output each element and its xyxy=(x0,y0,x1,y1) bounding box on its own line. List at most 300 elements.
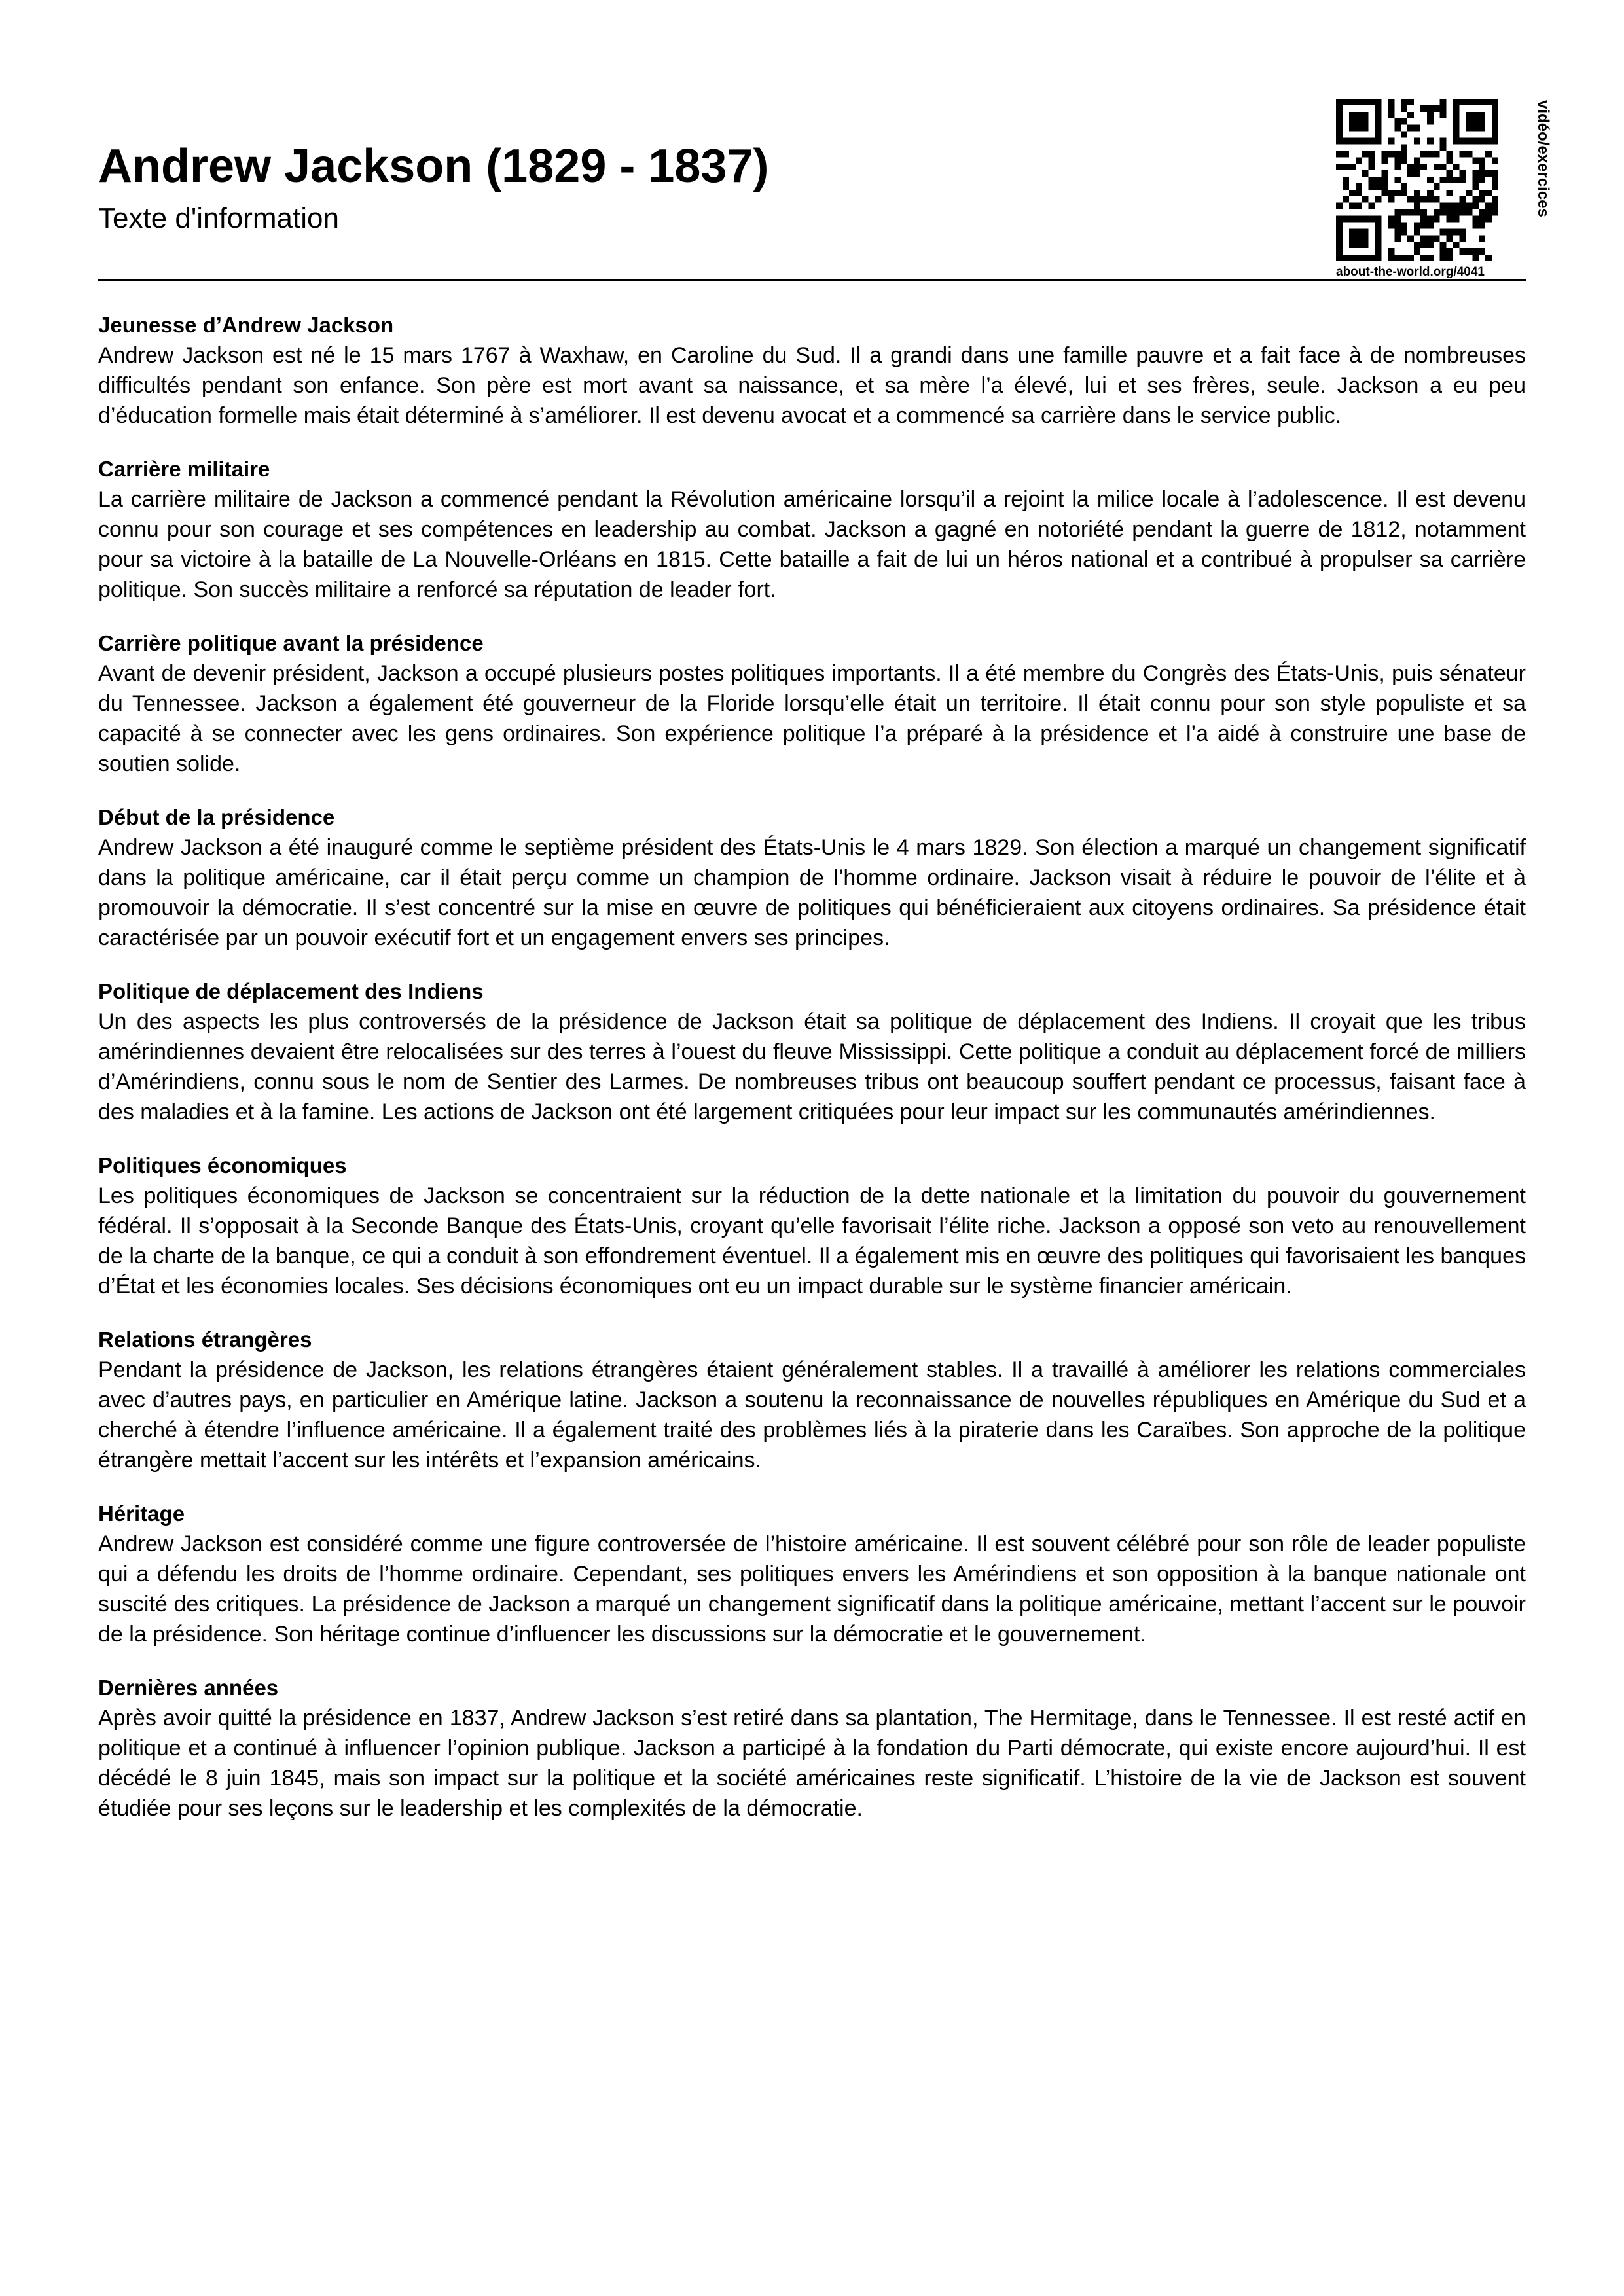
qr-module xyxy=(1459,99,1466,105)
qr-module xyxy=(1362,228,1369,235)
qr-module xyxy=(1440,255,1447,261)
qr-module xyxy=(1388,248,1394,255)
qr-module xyxy=(1459,235,1466,242)
qr-module xyxy=(1440,112,1447,118)
qr-module xyxy=(1375,242,1382,248)
qr-module xyxy=(1447,209,1453,216)
qr-module xyxy=(1466,190,1472,196)
section-body: Un des aspects les plus controversés de la présidence de Jackson était sa politique de déplacement des Indiens. Il croyait que les tribus amérindiennes devaient être relocalisées sur des terres à l’ouest du fleuve Mississippi. Cette politique a conduit au déplacement forcé de milliers d’Amérindiens, connu sous le nom de Sentier des Larmes. De nombreuses tribus ont beaucoup souffert pendant ce processus, faisant face à des maladies et à la famine. Les actions de Jackson ont été largement critiquées pour leur impact sur les communautés amérindiennes. xyxy=(98,1009,1526,1124)
qr-module xyxy=(1336,132,1343,138)
qr-module xyxy=(1407,209,1414,216)
qr-module xyxy=(1369,164,1375,170)
qr-module xyxy=(1349,235,1356,242)
qr-module xyxy=(1414,242,1420,248)
qr-module xyxy=(1492,118,1498,125)
qr-module xyxy=(1466,118,1472,125)
qr-module xyxy=(1356,203,1362,209)
qr-module xyxy=(1485,209,1492,216)
qr-module xyxy=(1356,183,1362,190)
qr-module xyxy=(1369,151,1375,157)
qr-module xyxy=(1362,151,1369,157)
qr-module xyxy=(1420,164,1427,170)
section-heading: Héritage xyxy=(98,1501,185,1526)
qr-module xyxy=(1420,209,1427,216)
qr-module xyxy=(1362,99,1369,105)
section-body: Andrew Jackson a été inauguré comme le septième président des États-Unis le 4 mars 1829. Son élection a marqué un changement significatif dans la politique américaine, car il était perçu comme un champion de l’homme ordinaire. Jackson visait à réduire le pouvoir de l’élite et à promouvoir la démocratie. Il s’est concentré sur la mise en œuvre de politiques qui bénéficieraient aux citoyens ordinaires. Sa présidence était caractérisée par un pouvoir exécutif fort et un engagement envers ses principes. xyxy=(98,835,1526,950)
section-heading: Carrière politique avant la présidence xyxy=(98,631,484,655)
qr-module xyxy=(1434,183,1440,190)
qr-module xyxy=(1407,164,1414,170)
qr-module xyxy=(1453,177,1460,183)
qr-module xyxy=(1414,157,1420,164)
qr-module xyxy=(1369,157,1375,164)
qr-module xyxy=(1453,209,1460,216)
section-dernieres-annees xyxy=(98,1673,1526,1823)
qr-module xyxy=(1336,151,1343,157)
qr-module xyxy=(1356,190,1362,196)
qr-module xyxy=(1349,112,1356,118)
qr-module xyxy=(1492,170,1498,177)
qr-module xyxy=(1407,235,1414,242)
qr-module xyxy=(1414,190,1420,196)
qr-module xyxy=(1447,248,1453,255)
qr-module xyxy=(1492,105,1498,112)
page-title: Andrew Jackson (1829 - 1837) xyxy=(98,140,769,192)
qr-module xyxy=(1375,248,1382,255)
qr-module xyxy=(1492,132,1498,138)
qr-module xyxy=(1388,255,1394,261)
qr-module xyxy=(1440,209,1447,216)
qr-module xyxy=(1459,151,1466,157)
qr-module xyxy=(1356,235,1362,242)
qr-module xyxy=(1394,151,1401,157)
qr-module xyxy=(1479,216,1485,223)
qr-module xyxy=(1336,228,1343,235)
qr-module xyxy=(1381,157,1388,164)
qr-module xyxy=(1440,144,1447,151)
qr-module xyxy=(1434,216,1440,223)
qr-module xyxy=(1349,138,1356,145)
qr-module xyxy=(1407,99,1414,105)
qr-module xyxy=(1459,138,1466,145)
qr-module xyxy=(1375,105,1382,112)
qr-module xyxy=(1388,112,1394,118)
qr-module xyxy=(1472,248,1479,255)
qr-label: vidéo/exercices xyxy=(1534,100,1552,217)
qr-module xyxy=(1349,242,1356,248)
page-subtitle: Texte d'information xyxy=(98,202,339,234)
qr-module xyxy=(1420,235,1427,242)
qr-module xyxy=(1336,216,1343,223)
qr-module xyxy=(1362,112,1369,118)
qr-module xyxy=(1401,99,1407,105)
qr-module xyxy=(1447,170,1453,177)
qr-module xyxy=(1472,216,1479,223)
qr-module xyxy=(1427,105,1434,112)
section-heritage xyxy=(98,1499,1526,1649)
qr-module xyxy=(1375,216,1382,223)
qr-module xyxy=(1414,203,1420,209)
qr-block[interactable] xyxy=(1336,95,1552,279)
qr-module xyxy=(1447,255,1453,261)
section-debut-presidence xyxy=(98,802,1526,953)
qr-module xyxy=(1336,248,1343,255)
qr-module xyxy=(1362,216,1369,223)
qr-module xyxy=(1453,228,1460,235)
qr-module xyxy=(1362,125,1369,132)
qr-module xyxy=(1336,255,1343,261)
qr-module xyxy=(1427,242,1434,248)
qr-module xyxy=(1356,255,1362,261)
qr-module xyxy=(1375,235,1382,242)
qr-module xyxy=(1349,228,1356,235)
qr-module xyxy=(1492,99,1498,105)
qr-module xyxy=(1427,151,1434,157)
qr-module xyxy=(1447,190,1453,196)
qr-module xyxy=(1447,177,1453,183)
qr-module xyxy=(1336,222,1343,228)
qr-code-icon[interactable] xyxy=(1336,99,1498,261)
section-body: Après avoir quitté la présidence en 1837, Andrew Jackson s’est retiré dans sa plantation, The Hermitage, dans le Tennessee. Il est resté actif en politique et a continué à influencer l’opinion publique. Jackson a participé à la fondation du Parti démocrate, qui existe encore aujourd’hui. Il est décédé le 8 juin 1845, mais son impact sur la politique et la société américaines reste significatif. L’histoire de la vie de Jackson est souvent étudiée pour ses leçons sur le leadership et les complexités de la démocratie. xyxy=(98,1706,1526,1821)
qr-module xyxy=(1447,151,1453,157)
section-jeunesse xyxy=(98,310,1526,431)
qr-module xyxy=(1369,99,1375,105)
qr-module xyxy=(1381,177,1388,183)
qr-module xyxy=(1479,157,1485,164)
qr-module xyxy=(1485,203,1492,209)
qr-module xyxy=(1336,138,1343,145)
qr-module xyxy=(1420,151,1427,157)
qr-module xyxy=(1375,118,1382,125)
qr-module xyxy=(1343,255,1349,261)
qr-module xyxy=(1356,112,1362,118)
qr-module xyxy=(1485,99,1492,105)
qr-module xyxy=(1492,125,1498,132)
qr-module xyxy=(1466,151,1472,157)
qr-module xyxy=(1343,138,1349,145)
qr-module xyxy=(1466,125,1472,132)
qr-module xyxy=(1492,196,1498,203)
qr-module xyxy=(1343,216,1349,223)
qr-module xyxy=(1453,112,1460,118)
qr-module xyxy=(1472,183,1479,190)
qr-module xyxy=(1362,235,1369,242)
qr-module xyxy=(1401,132,1407,138)
qr-module xyxy=(1459,228,1466,235)
qr-module xyxy=(1388,190,1394,196)
qr-module xyxy=(1369,183,1375,190)
qr-module xyxy=(1427,222,1434,228)
qr-module xyxy=(1453,118,1460,125)
section-heading: Jeunesse d’Andrew Jackson xyxy=(98,313,394,337)
qr-module xyxy=(1375,138,1382,145)
qr-module xyxy=(1420,216,1427,223)
qr-module xyxy=(1375,222,1382,228)
qr-module xyxy=(1472,138,1479,145)
qr-module xyxy=(1453,132,1460,138)
qr-module xyxy=(1479,138,1485,145)
qr-module xyxy=(1394,209,1401,216)
qr-module xyxy=(1414,209,1420,216)
qr-module xyxy=(1375,132,1382,138)
qr-module xyxy=(1356,118,1362,125)
qr-module xyxy=(1479,118,1485,125)
qr-module xyxy=(1447,216,1453,223)
qr-module xyxy=(1434,196,1440,203)
qr-module xyxy=(1427,216,1434,223)
qr-module xyxy=(1479,209,1485,216)
qr-module xyxy=(1349,99,1356,105)
qr-module xyxy=(1492,177,1498,183)
qr-module xyxy=(1356,99,1362,105)
qr-module xyxy=(1407,112,1414,118)
qr-module xyxy=(1472,99,1479,105)
qr-module xyxy=(1336,105,1343,112)
qr-module xyxy=(1492,157,1498,164)
qr-module xyxy=(1343,164,1349,170)
qr-module xyxy=(1466,112,1472,118)
qr-module xyxy=(1434,105,1440,112)
qr-module xyxy=(1394,118,1401,125)
qr-module xyxy=(1369,255,1375,261)
qr-module xyxy=(1369,177,1375,183)
qr-module xyxy=(1394,222,1401,228)
qr-module xyxy=(1472,112,1479,118)
qr-module xyxy=(1394,235,1401,242)
qr-module xyxy=(1453,216,1460,223)
qr-module xyxy=(1466,99,1472,105)
qr-module xyxy=(1453,99,1460,105)
section-carriere-militaire xyxy=(98,454,1526,605)
section-body: La carrière militaire de Jackson a commencé pendant la Révolution américaine lorsqu’il a rejoint la milice locale à l’adolescence. Il est devenu connu pour son courage et ses compétences en leadership au combat. Jackson a gagné en notoriété pendant la guerre de 1812, notamment pour sa victoire à la bataille de La Nouvelle-Orléans en 1815. Cette bataille a fait de lui un héros national et a contribué à propulser sa carrière politique. Son succès militaire a renforcé sa réputation de leader fort. xyxy=(98,487,1526,602)
qr-module xyxy=(1427,255,1434,261)
qr-module xyxy=(1466,248,1472,255)
qr-module xyxy=(1414,196,1420,203)
qr-module xyxy=(1388,138,1394,145)
qr-module xyxy=(1472,196,1479,203)
qr-module xyxy=(1381,151,1388,157)
qr-module xyxy=(1369,138,1375,145)
qr-module xyxy=(1479,170,1485,177)
qr-module xyxy=(1434,235,1440,242)
qr-module xyxy=(1407,196,1414,203)
section-heading: Dernières années xyxy=(98,1676,279,1700)
qr-module xyxy=(1394,228,1401,235)
qr-module xyxy=(1479,99,1485,105)
qr-module xyxy=(1453,164,1460,170)
section-deplacement-indiens xyxy=(98,977,1526,1127)
qr-module xyxy=(1453,242,1460,248)
qr-module xyxy=(1427,177,1434,183)
section-heading: Politiques économiques xyxy=(98,1153,347,1177)
qr-module xyxy=(1420,222,1427,228)
qr-module xyxy=(1349,203,1356,209)
qr-module xyxy=(1479,196,1485,203)
qr-module xyxy=(1388,216,1394,223)
qr-module xyxy=(1479,112,1485,118)
qr-module xyxy=(1459,209,1466,216)
qr-module xyxy=(1420,196,1427,203)
qr-module xyxy=(1472,203,1479,209)
qr-module xyxy=(1356,157,1362,164)
qr-module xyxy=(1356,138,1362,145)
qr-module xyxy=(1414,222,1420,228)
qr-module xyxy=(1362,255,1369,261)
qr-module xyxy=(1479,177,1485,183)
qr-module xyxy=(1394,164,1401,170)
qr-module xyxy=(1394,125,1401,132)
qr-module xyxy=(1492,209,1498,216)
qr-module xyxy=(1427,235,1434,242)
qr-module xyxy=(1492,183,1498,190)
qr-module xyxy=(1414,170,1420,177)
qr-module xyxy=(1381,190,1388,196)
qr-module xyxy=(1492,112,1498,118)
section-relations-etrangeres xyxy=(98,1325,1526,1475)
qr-module xyxy=(1492,138,1498,145)
document-content xyxy=(98,310,1526,1823)
qr-module xyxy=(1440,242,1447,248)
qr-module xyxy=(1362,118,1369,125)
qr-module xyxy=(1440,203,1447,209)
qr-module xyxy=(1394,216,1401,223)
qr-module xyxy=(1427,190,1434,196)
qr-module xyxy=(1336,125,1343,132)
qr-module xyxy=(1394,190,1401,196)
qr-module xyxy=(1427,112,1434,118)
section-heading: Début de la présidence xyxy=(98,805,335,829)
section-heading: Relations étrangères xyxy=(98,1327,312,1352)
section-body: Andrew Jackson est né le 15 mars 1767 à Waxhaw, en Caroline du Sud. Il a grandi dans une famille pauvre et a fait face à de nombreuses difficultés pendant son enfance. Son père est mort avant sa naissance, et sa mère l’a élevé, lui et ses frères, seule. Jackson a eu peu d’éducation formelle mais était déterminé à s’améliorer. Il est devenu avocat et a commencé sa carrière dans le service public. xyxy=(98,343,1526,428)
qr-module xyxy=(1479,235,1485,242)
qr-module xyxy=(1459,196,1466,203)
qr-module xyxy=(1362,170,1369,177)
section-body: Les politiques économiques de Jackson se concentraient sur la réduction de la dette nationale et la limitation du pouvoir du gouvernement fédéral. Il s’opposait à la Seconde Banque des États-Unis, croyant qu’elle favorisait l’élite riche. Jackson a opposé son veto au renouvellement de la charte de la banque, ce qui a conduit à son effondrement éventuel. Il a également mis en œuvre des politiques qui favorisaient les banques d’État et les économies locales. Ses décisions économiques ont eu un impact durable sur le système financier américain. xyxy=(98,1183,1526,1299)
qr-module xyxy=(1447,203,1453,209)
qr-module xyxy=(1401,157,1407,164)
qr-module xyxy=(1375,183,1382,190)
qr-module xyxy=(1401,209,1407,216)
qr-module xyxy=(1401,222,1407,228)
qr-module xyxy=(1459,203,1466,209)
qr-module xyxy=(1440,99,1447,105)
qr-module xyxy=(1362,138,1369,145)
qr-module xyxy=(1362,196,1369,203)
qr-module xyxy=(1466,209,1472,216)
qr-module xyxy=(1420,242,1427,248)
qr-module xyxy=(1440,228,1447,235)
qr-module xyxy=(1453,203,1460,209)
qr-module xyxy=(1375,196,1382,203)
qr-module xyxy=(1394,255,1401,261)
qr-module xyxy=(1336,242,1343,248)
qr-module xyxy=(1459,170,1466,177)
qr-url[interactable]: about-the-world.org/4041 xyxy=(1336,265,1485,279)
qr-module xyxy=(1349,190,1356,196)
qr-module xyxy=(1336,99,1343,105)
qr-module xyxy=(1427,118,1434,125)
qr-module xyxy=(1375,112,1382,118)
qr-module xyxy=(1479,164,1485,170)
qr-module xyxy=(1479,190,1485,196)
qr-module xyxy=(1336,112,1343,118)
qr-module xyxy=(1453,105,1460,112)
qr-module xyxy=(1356,125,1362,132)
qr-module xyxy=(1440,248,1447,255)
section-body: Avant de devenir président, Jackson a occupé plusieurs postes politiques importants. Il a été membre du Congrès des États-Unis, puis sénateur du Tennessee. Jackson a également été gouverneur de la Floride lorsqu’elle était un territoire. Il était connu pour son style populiste et sa capacité à se connecter avec les gens ordinaires. Son expérience politique l’a préparé à la présidence et l’a aidé à construire une base de soutien solide. xyxy=(98,661,1526,776)
qr-module xyxy=(1485,190,1492,196)
qr-module xyxy=(1479,248,1485,255)
qr-module xyxy=(1407,255,1414,261)
qr-module xyxy=(1414,125,1420,132)
qr-module xyxy=(1440,177,1447,183)
section-heading: Carrière militaire xyxy=(98,457,270,481)
qr-module xyxy=(1466,138,1472,145)
qr-module xyxy=(1472,222,1479,228)
qr-module xyxy=(1447,235,1453,242)
qr-module xyxy=(1472,170,1479,177)
qr-module xyxy=(1375,125,1382,132)
qr-module xyxy=(1440,105,1447,112)
qr-module xyxy=(1414,248,1420,255)
qr-module xyxy=(1349,255,1356,261)
qr-module xyxy=(1356,228,1362,235)
qr-module xyxy=(1401,190,1407,196)
qr-module xyxy=(1343,196,1349,203)
qr-module xyxy=(1369,203,1375,209)
qr-module xyxy=(1343,183,1349,190)
qr-module xyxy=(1388,196,1394,203)
qr-module xyxy=(1401,151,1407,157)
qr-module xyxy=(1420,255,1427,261)
qr-module xyxy=(1447,157,1453,164)
qr-module xyxy=(1401,255,1407,261)
qr-module xyxy=(1472,118,1479,125)
qr-module xyxy=(1427,138,1434,145)
qr-module xyxy=(1479,125,1485,132)
qr-module xyxy=(1401,183,1407,190)
qr-module xyxy=(1401,144,1407,151)
qr-module xyxy=(1375,177,1382,183)
section-heading: Politique de déplacement des Indiens xyxy=(98,979,484,1003)
qr-module xyxy=(1388,99,1394,105)
qr-module xyxy=(1466,203,1472,209)
qr-module xyxy=(1485,255,1492,261)
qr-module xyxy=(1434,164,1440,170)
qr-module xyxy=(1388,105,1394,112)
qr-module xyxy=(1388,151,1394,157)
qr-module xyxy=(1349,164,1356,170)
qr-module xyxy=(1440,164,1447,170)
qr-module xyxy=(1375,99,1382,105)
qr-module xyxy=(1336,118,1343,125)
qr-module xyxy=(1369,216,1375,223)
section-carriere-politique xyxy=(98,628,1526,779)
qr-module xyxy=(1414,228,1420,235)
qr-module xyxy=(1440,138,1447,145)
qr-module xyxy=(1381,183,1388,190)
qr-module xyxy=(1434,151,1440,157)
qr-module xyxy=(1434,209,1440,216)
qr-module xyxy=(1401,118,1407,125)
qr-module xyxy=(1407,125,1414,132)
qr-module xyxy=(1375,228,1382,235)
document-header xyxy=(98,0,1552,281)
qr-module xyxy=(1343,177,1349,183)
qr-module xyxy=(1349,125,1356,132)
qr-module xyxy=(1453,125,1460,132)
qr-module xyxy=(1336,164,1343,170)
